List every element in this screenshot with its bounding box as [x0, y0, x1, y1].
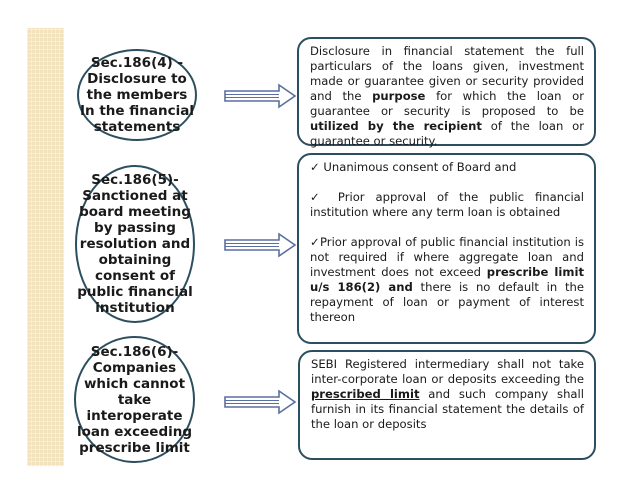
description-paragraph [310, 235, 584, 325]
description-box-186-5 [297, 153, 596, 344]
right-arrow-icon [225, 85, 297, 107]
emphasis-text: purpose [372, 89, 426, 103]
body-text: and such company shall furnish in its financial statement the details of the loan or deposits [311, 387, 584, 431]
emphasis-text: utilized by the recipient [310, 119, 482, 133]
decorative-stripe [27, 28, 64, 466]
emphasis-text: prescribed limit [311, 387, 420, 401]
description-box-186-6 [298, 350, 596, 460]
body-text: for which the loan or guarantee or security is proposed to be [310, 89, 584, 118]
description-paragraph [310, 190, 584, 220]
section-label: Sec.186(4) - Disclosure to the members In the financial statements [80, 55, 194, 135]
section-label: Sec.186(6)- Companies which cannot take interoperate loan exceeding prescribe limit [76, 343, 193, 456]
section-oval-186-6 [74, 336, 195, 463]
body-text: ✓ Unanimous consent of Board and [310, 160, 517, 174]
emphasis-text: prescribe limit u/s 186(2) and [310, 265, 584, 294]
description-paragraph [311, 357, 584, 432]
section-oval-186-5 [75, 165, 195, 323]
description-paragraph [310, 44, 584, 149]
body-text: ✓ Prior approval of the public financial institution where any term loan is obtained [310, 190, 584, 219]
body-text: there is no default in the repayment of loan or payment of interest thereon [310, 280, 585, 324]
body-text: SEBI Registered intermediary shall not take inter-corporate loan or deposits exceeding the [311, 357, 584, 386]
body-text: Disclosure in financial statement the full particulars of the loans given, investment made or guarantee given or security provided and the [310, 44, 584, 103]
description-box-186-4 [297, 37, 596, 146]
right-arrow-icon [225, 234, 297, 256]
section-oval-186-4 [77, 49, 197, 141]
description-paragraph [310, 160, 584, 175]
body-text: ✓Prior approval of public financial institution is not required if where aggregate loan and investment does not exceed [310, 235, 584, 279]
section-label: Sec.186(5)- Sanctioned at board meeting by passing resolution and obtaining consent of public financial institution [77, 172, 193, 316]
right-arrow-icon [225, 391, 297, 413]
body-text: of the loan or guarantee or security. [310, 119, 584, 148]
